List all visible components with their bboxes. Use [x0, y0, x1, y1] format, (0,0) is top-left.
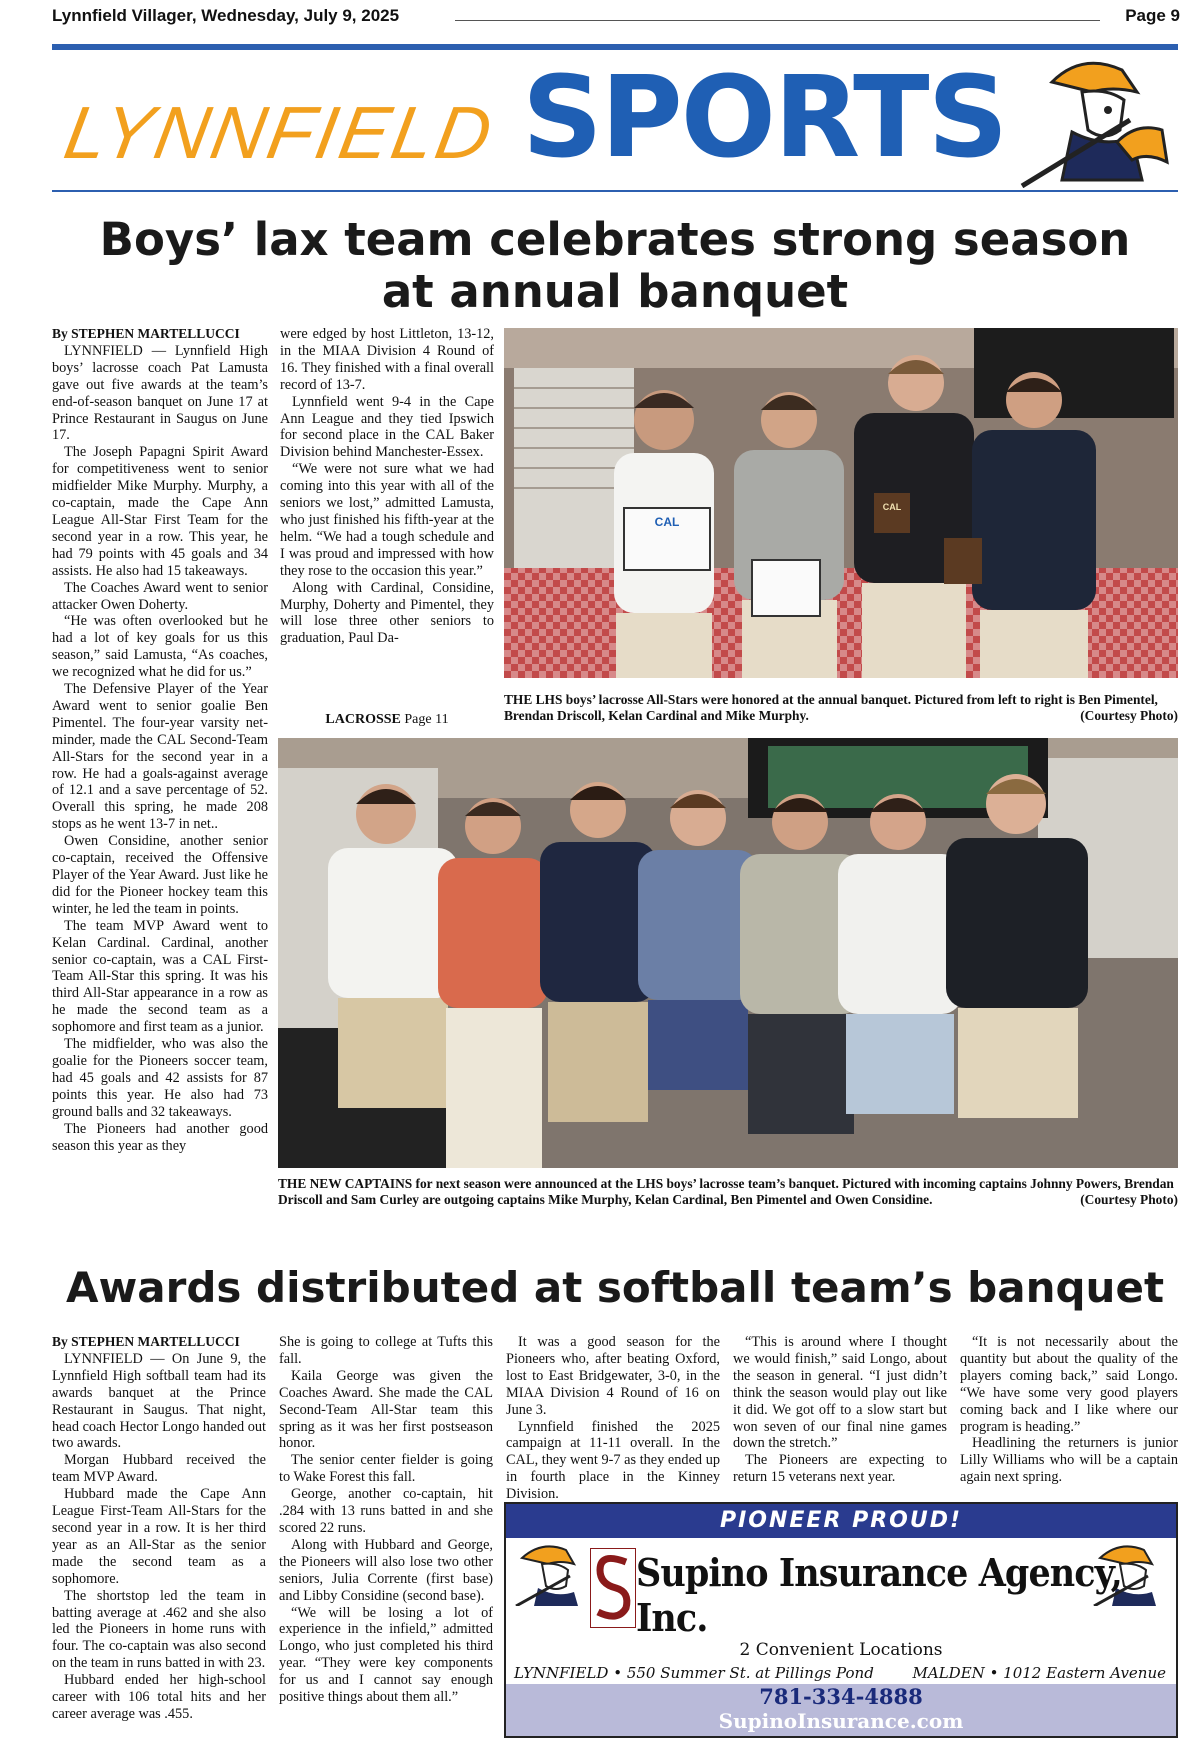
- masthead-lynnfield: LYNNFIELD: [58, 91, 501, 174]
- lacrosse-headline-line2: at annual banquet: [381, 265, 849, 318]
- ad-malden-address: [913, 1664, 1166, 1682]
- ad-malden-town: MALDEN: [912, 1664, 985, 1682]
- ad-banner: PIONEER PROUD!: [506, 1504, 1176, 1538]
- pioneer-mascot-icon: [512, 1540, 592, 1606]
- ad-malden-street: • 1012 Eastern Avenue: [989, 1664, 1166, 1682]
- ad-lynnfield-town: LYNNFIELD: [514, 1664, 609, 1682]
- captains-photo-illustration: [278, 738, 1178, 1168]
- all-stars-photo: [504, 328, 1178, 678]
- paragraph: Along with Hubbard and George, the Pioneers will also lose two other seniors, Julia Corrente (first base) and Libby Considine (second base).: [279, 1536, 493, 1604]
- paragraph: “It is not necessarily about the quantity but about the quality of the players coming back,” said Longo. “We have some very good players coming back and I like where our program is heading.”: [960, 1334, 1178, 1435]
- lacrosse-column-1: [52, 326, 268, 1154]
- all-stars-photo-illustration: [504, 328, 1178, 678]
- softball-headline: Awards distributed at softball team’s banquet: [65, 1263, 1165, 1312]
- lacrosse-headline: [52, 214, 1178, 318]
- ad-contact-bar: [506, 1684, 1176, 1736]
- masthead-sports: SPORTS: [522, 53, 1007, 183]
- lacrosse-column-2: [280, 326, 494, 647]
- paragraph: The Pioneers are expecting to return 15 veterans next year.: [733, 1452, 947, 1486]
- ad-lynnfield-address: [514, 1664, 874, 1682]
- softball-column-5: [960, 1334, 1178, 1486]
- byline: By STEPHEN MARTELLUCCI: [52, 1334, 240, 1349]
- photo-credit: (Courtesy Photo): [1080, 708, 1178, 723]
- jump-page: Page 11: [404, 712, 449, 727]
- header-rule: [455, 20, 1100, 21]
- masthead-rule: [52, 190, 1178, 192]
- softball-column-1: [52, 1334, 266, 1723]
- plaque-label: CAL: [882, 502, 902, 512]
- softball-column-2: [279, 1334, 493, 1706]
- paragraph: Hubbard ended her high-school career with 106 total hits and her career average was .455.: [52, 1672, 266, 1722]
- publication-date: Lynnfield Villager, Wednesday, July 9, 2025: [52, 6, 400, 25]
- caption-text: THE NEW CAPTAINS for next season were announced at the LHS boys’ lacrosse team’s banquet. Pictured with incoming captains Johnny Powers, Brendan Driscoll and Sam Curley are outgoing captains Mike Murphy, Kelan Cardinal, Ben Pimentel and Owen Considine.: [278, 1176, 1174, 1207]
- pioneer-mascot-icon: [1012, 52, 1172, 188]
- paragraph: Kaila George was given the Coaches Award. She made the CAL Second-Team All-Star team this spring as it was her first postseason honor.: [279, 1367, 493, 1452]
- paragraph: LYNNFIELD — Lynnfield High boys’ lacrosse coach Pat Lamusta gave out five awards at the team’s end-of-season banquet on June 17 at Prince Restaurant in Saugus on June 17.: [52, 342, 268, 444]
- paragraph: Along with Cardinal, Considine, Murphy, Doherty and Pimentel, they will lose three other seniors to graduation, Paul Da-: [280, 579, 494, 647]
- paragraph: “He was often overlooked but he had a lot of key goals for us this season,” said Lamusta, “As coaches, we recognized what he did for us.”: [52, 613, 268, 681]
- ornate-s-initial-icon: [590, 1548, 636, 1628]
- paragraph: Hubbard made the Cape Ann League First-Team All-Stars for the second year in a row. It is her third year as an All-Star as the senior made the second team as a sophomore.: [52, 1486, 266, 1587]
- ad-phone[interactable]: 781-334-4888: [759, 1684, 923, 1709]
- ad-locations: 2 Convenient Locations: [739, 1640, 943, 1660]
- photo-credit: (Courtesy Photo): [1080, 1192, 1178, 1207]
- section-masthead: [52, 50, 1178, 192]
- paragraph: were edged by host Littleton, 13-12, in the MIAA Division 4 Round of 16. They finished with a final overall record of 13-7.: [280, 326, 494, 393]
- paragraph: The senior center fielder is going to Wake Forest this fall.: [279, 1452, 493, 1486]
- softball-column-4: [733, 1334, 947, 1486]
- lacrosse-headline-line1: Boys’ lax team celebrates strong season: [99, 213, 1131, 266]
- paragraph: Lynnfield went 9-4 in the Cape Ann League and they tied Ipswich for second place in the CAL Baker Division behind Manchester-Essex.: [280, 393, 494, 461]
- paragraph: Headlining the returners is junior Lilly Williams who will be a captain again next spring.: [960, 1435, 1178, 1486]
- ad-lynnfield-street: • 550 Summer St. at Pillings Pond: [613, 1664, 874, 1682]
- byline: By STEPHEN MARTELLUCCI: [52, 326, 240, 341]
- paragraph: The shortstop led the team in batting average at .462 and she also led the Pioneers in home runs with four. The co-captain was also second on the team in runs batted in with 23.: [52, 1587, 266, 1672]
- paragraph: She is going to college at Tufts this fall.: [279, 1334, 493, 1367]
- paragraph: “We were not sure what we had coming into this year with all of the seniors we lost,” admitted Lamusta, who just finished his fifth-year at the helm. “We had a tough schedule and I was proud and impressed with how they rose to the occasion this year.”: [280, 461, 494, 579]
- ad-company-name: Supino Insurance Agency, Inc.: [636, 1550, 1122, 1640]
- softball-column-3: [506, 1334, 720, 1503]
- ad-website[interactable]: SupinoInsurance.com: [718, 1709, 964, 1733]
- paragraph: Lynnfield finished the 2025 campaign at 11-11 overall. In the CAL, they went 9-7 as they ended up in fourth place in the Kinney Division.: [506, 1418, 720, 1503]
- paragraph: The team MVP Award went to Kelan Cardinal. Cardinal, another senior co-captain, was a CAL First-Team All-Star this spring. It was his third All-Star appearance in a row as he made the second team as a sophomore and first team as a junior.: [52, 917, 268, 1036]
- jump-word: LACROSSE: [325, 712, 401, 727]
- paragraph: “This is around where I thought we would finish,” said Longo, about the season in general. “I just didn’t think the season would play out like it did. We got off to a slow start but won seven of our final nine games down the stretch.”: [733, 1334, 947, 1452]
- paragraph: The midfielder, who was also the goalie for the Pioneers soccer team, had 45 goals and 42 assists for 87 points this year. He also had 73 ground balls and 32 takeaways.: [52, 1036, 268, 1120]
- page-number: Page 9: [1125, 6, 1180, 25]
- caption-text: THE LHS boys’ lacrosse All-Stars were honored at the annual banquet. Pictured from left to right is Ben Pimentel, Brendan Driscoll, Kelan Cardinal and Mike Murphy.: [504, 692, 1158, 723]
- paragraph: George, another co-captain, hit .284 with 13 runs batted in and she scored 22 runs.: [279, 1486, 493, 1536]
- paragraph: The Defensive Player of the Year Award went to senior goalie Ben Pimentel. The four-year varsity net-minder, made the CAL Second-Team All-Stars for the second year in a row. He had a goals-against average of 12.1 and a save percentage of 52. Overall this spring, he made 208 stops as he went 13-7 in net..: [52, 681, 268, 833]
- paragraph: Morgan Hubbard received the team MVP Award.: [52, 1452, 266, 1486]
- jump-line[interactable]: [280, 712, 494, 728]
- paragraph: The Pioneers had another good season this year as they: [52, 1120, 268, 1154]
- paragraph: The Joseph Papagni Spirit Award for competitiveness went to senior midfielder Mike Murphy. Murphy, a co-captain, made the Cape Ann League All-Star First Team for the second year in a row. This year, he had 79 points with 45 goals and 34 assists. He also had 15 takeaways.: [52, 444, 268, 579]
- captains-photo: [278, 738, 1178, 1168]
- paragraph: LYNNFIELD — On June 9, the Lynnfield High softball team had its awards banquet at the Prince Restaurant in Saugus. That night, head coach Hector Longo handed out two awards.: [52, 1350, 266, 1452]
- running-head: [52, 6, 1180, 28]
- all-stars-caption: [504, 692, 1178, 724]
- captains-caption: [278, 1176, 1178, 1208]
- paragraph: The Coaches Award went to senior attacker Owen Doherty.: [52, 579, 268, 613]
- paragraph: Owen Considine, another senior co-captain, received the Offensive Player of the Year Award. Just like he did for the Pioneer hockey team this winter, he led the team in points.: [52, 833, 268, 917]
- paragraph: “We will be losing a lot of experience in the infield,” admitted Longo, who just completed his third year. “They were key components for us and I cannot say enough positive things about them all.”: [279, 1604, 493, 1706]
- supino-insurance-ad[interactable]: [504, 1502, 1178, 1738]
- paragraph: It was a good season for the Pioneers who, after beating Oxford, lost to East Bridgewater, 3-0, in the MIAA Division 4 Round of 16 on June 3.: [506, 1334, 720, 1418]
- certificate-label: CAL: [654, 515, 680, 529]
